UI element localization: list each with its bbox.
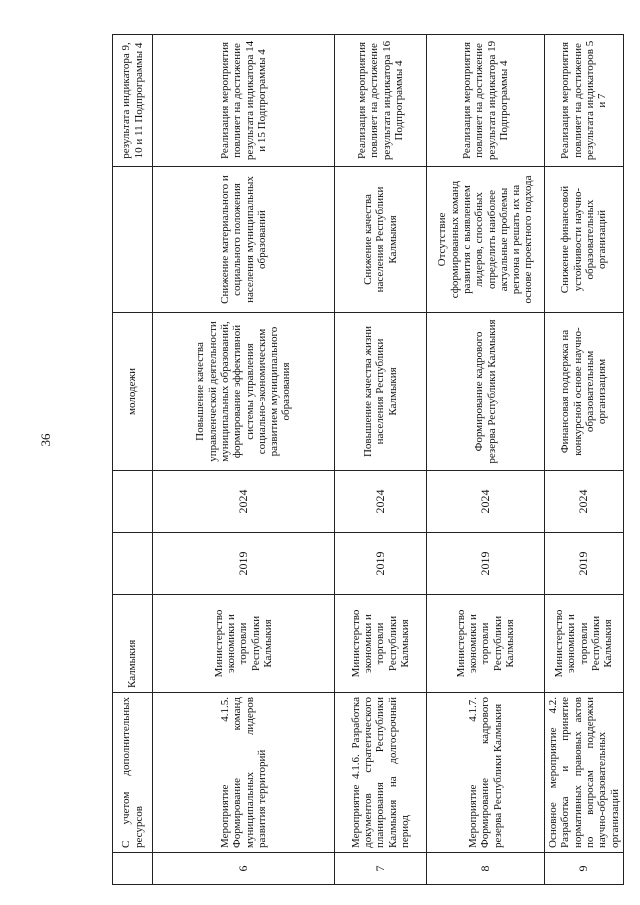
top-cell-relation: результата индикатора 9, 10 и 11 Подпрограммы 4 — [113, 35, 153, 167]
indicator-relation: Реализация мероприятия повлияет на достижение результата индикатора 19 Подпрограммы 4 — [427, 35, 545, 167]
table-row-top — [113, 35, 153, 885]
indicator-relation: Реализация мероприятия повлияет на достижение результата индикатора 16 Подпрограммы 4 — [335, 35, 427, 167]
expected-result: Финансовая поддержка на конкурсной основе научно-образовательным организациям — [545, 313, 624, 471]
end-year: 2024 — [335, 471, 427, 533]
measure-name: Мероприятие 4.1.7. Формирование кадрового резерва Республики Калмыкия — [427, 693, 545, 853]
executor: Министерство экономики и торговли Республики Калмыкия — [153, 595, 335, 693]
start-year: 2019 — [427, 533, 545, 595]
top-cell-num — [113, 853, 153, 885]
top-cell-executor: Калмыкия — [113, 595, 153, 693]
non-implementation-consequence: Снижение материального и социального положения населения муниципальных образований — [153, 167, 335, 313]
measures-table — [112, 34, 624, 885]
top-cell-result: молодежи — [113, 313, 153, 471]
measure-name: Основное мероприятие 4.2. Разработка и принятие нормативных правовых актов по вопросам поддержки научно-образовательных организаций — [545, 693, 624, 853]
row-number: 7 — [335, 853, 427, 885]
indicator-relation: Реализация мероприятия повлияет на достижение результата индикатора 14 и 15 Подпрограммы 4 — [153, 35, 335, 167]
measure-name: Мероприятие 4.1.6. Разработка документов стратегического планирования Республики Калмыкия на долгосрочный период — [335, 693, 427, 853]
non-implementation-consequence: Снижение финансовой устойчивости научно-образовательных организаций — [545, 167, 624, 313]
expected-result: Формирование кадрового резерва Республики Калмыкия — [427, 313, 545, 471]
table-row — [427, 35, 545, 885]
row-number: 9 — [545, 853, 624, 885]
top-cell-consequence — [113, 167, 153, 313]
end-year: 2024 — [427, 471, 545, 533]
executor: Министерство экономики и торговли Республики Калмыкия — [427, 595, 545, 693]
end-year: 2024 — [153, 471, 335, 533]
top-cell-start — [113, 533, 153, 595]
table-row — [545, 35, 624, 885]
expected-result: Повышение качества жизни населения Республики Калмыкия — [335, 313, 427, 471]
top-cell-end — [113, 471, 153, 533]
indicator-relation: Реализация мероприятия повлияет на достижение результата индикаторов 5 и 7 — [545, 35, 624, 167]
top-cell-name: С учетом дополнительных ресурсов — [113, 693, 153, 853]
table-row — [335, 35, 427, 885]
expected-result: Повышение качества управленческой деятельности муниципальных образований, формирование эффективной системы управления социально-экономическим развитием муниципального образования — [153, 313, 335, 471]
table-row — [153, 35, 335, 885]
start-year: 2019 — [335, 533, 427, 595]
start-year: 2019 — [153, 533, 335, 595]
measures-table-container — [112, 35, 621, 885]
executor: Министерство экономики и торговли Республики Калмыкия — [335, 595, 427, 693]
measure-name: Мероприятие 4.1.5. Формирование команд муниципальных лидеров развития территорий — [153, 693, 335, 853]
start-year: 2019 — [545, 533, 624, 595]
row-number: 6 — [153, 853, 335, 885]
non-implementation-consequence: Отсутствие сформированных команд развития с выявлением лидеров, способных определить наиболее актуальные проблемы региона и решать их на основе проектного подхода — [427, 167, 545, 313]
page-number: 36 — [38, 433, 53, 447]
executor: Министерство экономики и торговли Республики Калмыкия — [545, 595, 624, 693]
end-year: 2024 — [545, 471, 624, 533]
row-number: 8 — [427, 853, 545, 885]
non-implementation-consequence: Снижение качества населения Республики Калмыкия — [335, 167, 427, 313]
